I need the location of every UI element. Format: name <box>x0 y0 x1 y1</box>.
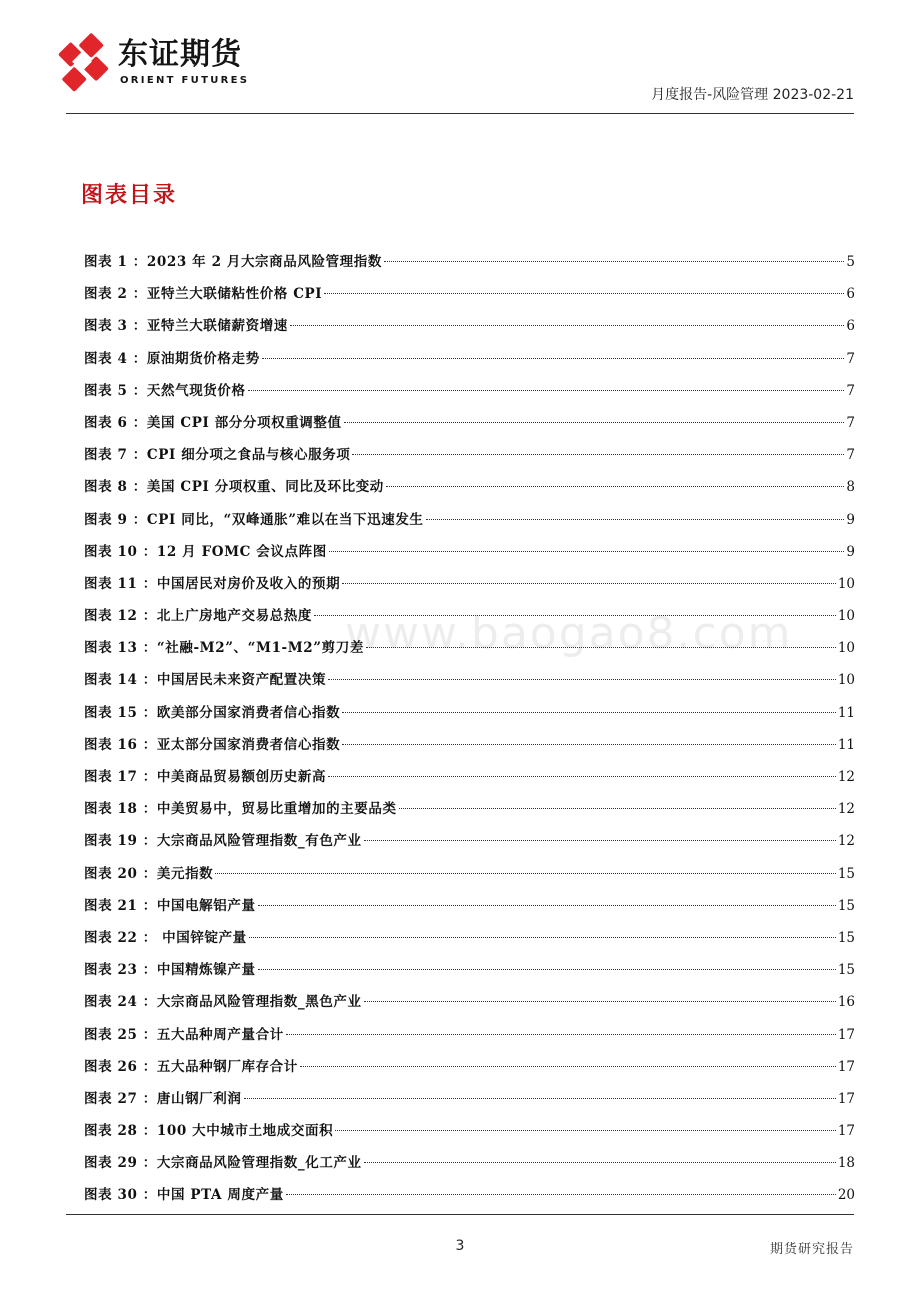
toc-entry[interactable] <box>84 990 855 1022</box>
toc-leader-dots <box>286 1194 836 1195</box>
toc-entry-label: 图表 25 ：五大品种周产量合计 <box>84 1026 284 1043</box>
toc-entry[interactable] <box>84 347 855 379</box>
toc-entry-label: 图表 14 ：中国居民未来资产配置决策 <box>84 672 327 689</box>
toc-list <box>84 250 855 1216</box>
toc-entry-page: 16 <box>837 994 855 1011</box>
toc-leader-dots <box>364 840 836 841</box>
toc-leader-dots <box>364 1001 836 1002</box>
toc-entry[interactable] <box>84 1119 855 1151</box>
toc-leader-dots <box>344 422 845 423</box>
toc-entry-label: 图表 2 ：亚特兰大联储粘性价格 CPI <box>84 286 323 303</box>
toc-entry[interactable] <box>84 475 855 507</box>
toc-entry-page: 7 <box>846 382 855 399</box>
toc-entry[interactable] <box>84 733 855 765</box>
page-number: 3 <box>455 1238 465 1254</box>
toc-entry-page: 17 <box>837 1123 855 1140</box>
toc-leader-dots <box>399 808 836 809</box>
toc-leader-dots <box>324 293 844 294</box>
toc-entry[interactable] <box>84 411 855 443</box>
toc-entry-page: 15 <box>837 929 855 946</box>
toc-entry-page: 7 <box>846 414 855 431</box>
toc-entry-page: 10 <box>837 672 855 689</box>
toc-entry-label: 图表 28 ：100 大中城市土地成交面积 <box>84 1123 334 1140</box>
toc-entry-page: 9 <box>846 543 855 560</box>
toc-entry-label: 图表 19 ：大宗商品风险管理指数_有色产业 <box>84 833 362 850</box>
toc-entry[interactable] <box>84 379 855 411</box>
toc-entry[interactable] <box>84 636 855 668</box>
toc-entry[interactable] <box>84 668 855 700</box>
toc-entry[interactable] <box>84 1183 855 1215</box>
toc-entry-page: 12 <box>837 801 855 818</box>
toc-entry-label: 图表 11 ：中国居民对房价及收入的预期 <box>84 575 341 592</box>
toc-entry-label: 图表 16 ：亚太部分国家消费者信心指数 <box>84 736 341 753</box>
toc-leader-dots <box>258 969 836 970</box>
toc-entry-label: 图表 30 ：中国 PTA 周度产量 <box>84 1187 284 1204</box>
toc-entry-page: 5 <box>846 254 855 270</box>
toc-entry-page: 12 <box>837 833 855 850</box>
toc-entry-page: 10 <box>837 640 855 657</box>
toc-entry[interactable] <box>84 508 855 540</box>
toc-entry-label: 图表 1 ：2023 年 2 月大宗商品风险管理指数 <box>84 254 382 270</box>
toc-entry[interactable] <box>84 862 855 894</box>
toc-entry-page: 15 <box>837 897 855 914</box>
toc-entry[interactable] <box>84 1151 855 1183</box>
toc-entry-label: 图表 8 ：美国 CPI 分项权重、同比及环比变动 <box>84 479 384 496</box>
toc-entry-label: 图表 23 ：中国精炼镍产量 <box>84 962 256 979</box>
toc-entry[interactable] <box>84 1087 855 1119</box>
toc-entry[interactable] <box>84 572 855 604</box>
toc-entry-label: 图表 9 ：CPI 同比，“双峰通胀”难以在当下迅速发生 <box>84 511 424 528</box>
toc-leader-dots <box>314 615 836 616</box>
toc-entry-label: 图表 6 ：美国 CPI 部分分项权重调整值 <box>84 414 342 431</box>
header-divider <box>66 113 854 114</box>
toc-entry-page: 15 <box>837 865 855 882</box>
toc-entry[interactable] <box>84 894 855 926</box>
toc-entry[interactable] <box>84 1023 855 1055</box>
toc-entry-page: 20 <box>837 1187 855 1204</box>
toc-entry[interactable] <box>84 701 855 733</box>
toc-leader-dots <box>328 679 836 680</box>
toc-leader-dots <box>384 261 844 262</box>
toc-leader-dots <box>300 1066 836 1067</box>
toc-entry-page: 10 <box>837 575 855 592</box>
toc-entry-label: 图表 3 ：亚特兰大联储薪资增速 <box>84 318 288 335</box>
toc-entry-label: 图表 24 ：大宗商品风险管理指数_黑色产业 <box>84 994 362 1011</box>
toc-leader-dots <box>426 519 845 520</box>
toc-entry-page: 11 <box>837 704 855 721</box>
toc-entry-page: 17 <box>837 1058 855 1075</box>
toc-entry-label: 图表 29 ：大宗商品风险管理指数_化工产业 <box>84 1155 362 1172</box>
toc-entry-page: 6 <box>846 318 855 335</box>
toc-entry[interactable] <box>84 797 855 829</box>
toc-entry-label: 图表 7 ：CPI 细分项之食品与核心服务项 <box>84 447 351 464</box>
toc-entry-label: 图表 15 ：欧美部分国家消费者信心指数 <box>84 704 341 721</box>
toc-leader-dots <box>328 776 836 777</box>
toc-leader-dots <box>244 1098 836 1099</box>
toc-leader-dots <box>342 712 836 713</box>
toc-entry-page: 8 <box>846 479 855 496</box>
toc-entry-page: 10 <box>837 608 855 625</box>
toc-leader-dots <box>342 583 836 584</box>
toc-entry[interactable] <box>84 540 855 572</box>
toc-entry-label: 图表 27 ：唐山钢厂利润 <box>84 1090 242 1107</box>
toc-entry-page: 7 <box>846 350 855 367</box>
toc-entry-page: 15 <box>837 962 855 979</box>
toc-entry-page: 17 <box>837 1026 855 1043</box>
toc-title: 图表目录 <box>81 182 178 208</box>
toc-leader-dots <box>366 647 836 648</box>
toc-entry[interactable] <box>84 604 855 636</box>
toc-entry-label: 图表 26 ：五大品种钢厂库存合计 <box>84 1058 298 1075</box>
toc-leader-dots <box>258 905 836 906</box>
toc-entry-label: 图表 12 ：北上广房地产交易总热度 <box>84 608 312 625</box>
toc-entry-label: 图表 4 ：原油期货价格走势 <box>84 350 260 367</box>
toc-entry-label: 图表 20 ：美元指数 <box>84 865 214 882</box>
toc-entry-page: 7 <box>846 447 855 464</box>
toc-entry[interactable] <box>84 443 855 475</box>
toc-entry-label: 图表 17 ：中美商品贸易额创历史新高 <box>84 769 327 785</box>
toc-leader-dots <box>248 390 845 391</box>
toc-leader-dots <box>386 486 845 487</box>
toc-entry-page: 17 <box>837 1090 855 1107</box>
toc-leader-dots <box>329 551 845 552</box>
toc-entry[interactable] <box>84 314 855 346</box>
toc-entry-page: 18 <box>837 1155 855 1172</box>
toc-entry[interactable] <box>84 250 855 282</box>
page-header <box>0 0 920 116</box>
toc-leader-dots <box>249 937 836 938</box>
toc-entry-label: 图表 10 ：12 月 FOMC 会议点阵图 <box>84 543 327 560</box>
footer-divider <box>66 1214 854 1215</box>
toc-leader-dots <box>364 1162 836 1163</box>
report-label: 月度报告-风险管理 2023-02-21 <box>651 87 854 103</box>
orient-futures-logo-icon <box>52 33 112 93</box>
logo-text-en: ORIENT FUTURES <box>120 75 250 86</box>
logo-text-cn: 东证期货 <box>118 37 242 72</box>
toc-entry-page: 11 <box>837 736 855 753</box>
toc-entry[interactable] <box>84 1055 855 1087</box>
toc-entry[interactable] <box>84 958 855 990</box>
toc-leader-dots <box>335 1130 836 1131</box>
toc-entry-label: 图表 18 ：中美贸易中，贸易比重增加的主要品类 <box>84 801 397 818</box>
toc-entry[interactable] <box>84 829 855 861</box>
toc-entry[interactable] <box>84 765 855 797</box>
toc-leader-dots <box>290 325 845 326</box>
toc-entry-page: 12 <box>837 769 855 785</box>
watermark: www.baogao8.com <box>345 608 793 659</box>
toc-entry-label: 图表 5 ：天然气现货价格 <box>84 382 246 399</box>
toc-entry-label: 图表 21 ：中国电解铝产量 <box>84 897 256 914</box>
toc-leader-dots <box>215 873 836 874</box>
toc-leader-dots <box>352 454 844 455</box>
toc-leader-dots <box>262 358 845 359</box>
toc-entry[interactable] <box>84 282 855 314</box>
toc-entry-page: 9 <box>846 511 855 528</box>
toc-leader-dots <box>342 744 836 745</box>
toc-leader-dots <box>286 1034 836 1035</box>
toc-entry[interactable] <box>84 926 855 958</box>
toc-entry-label: 图表 13 ：“社融-M2”、“M1-M2”剪刀差 <box>84 640 364 657</box>
company-logo <box>52 33 252 95</box>
toc-entry-page: 6 <box>846 286 855 303</box>
footer-label: 期货研究报告 <box>769 1242 854 1257</box>
toc-entry-label: 图表 22 ： 中国锌锭产量 <box>84 929 247 946</box>
